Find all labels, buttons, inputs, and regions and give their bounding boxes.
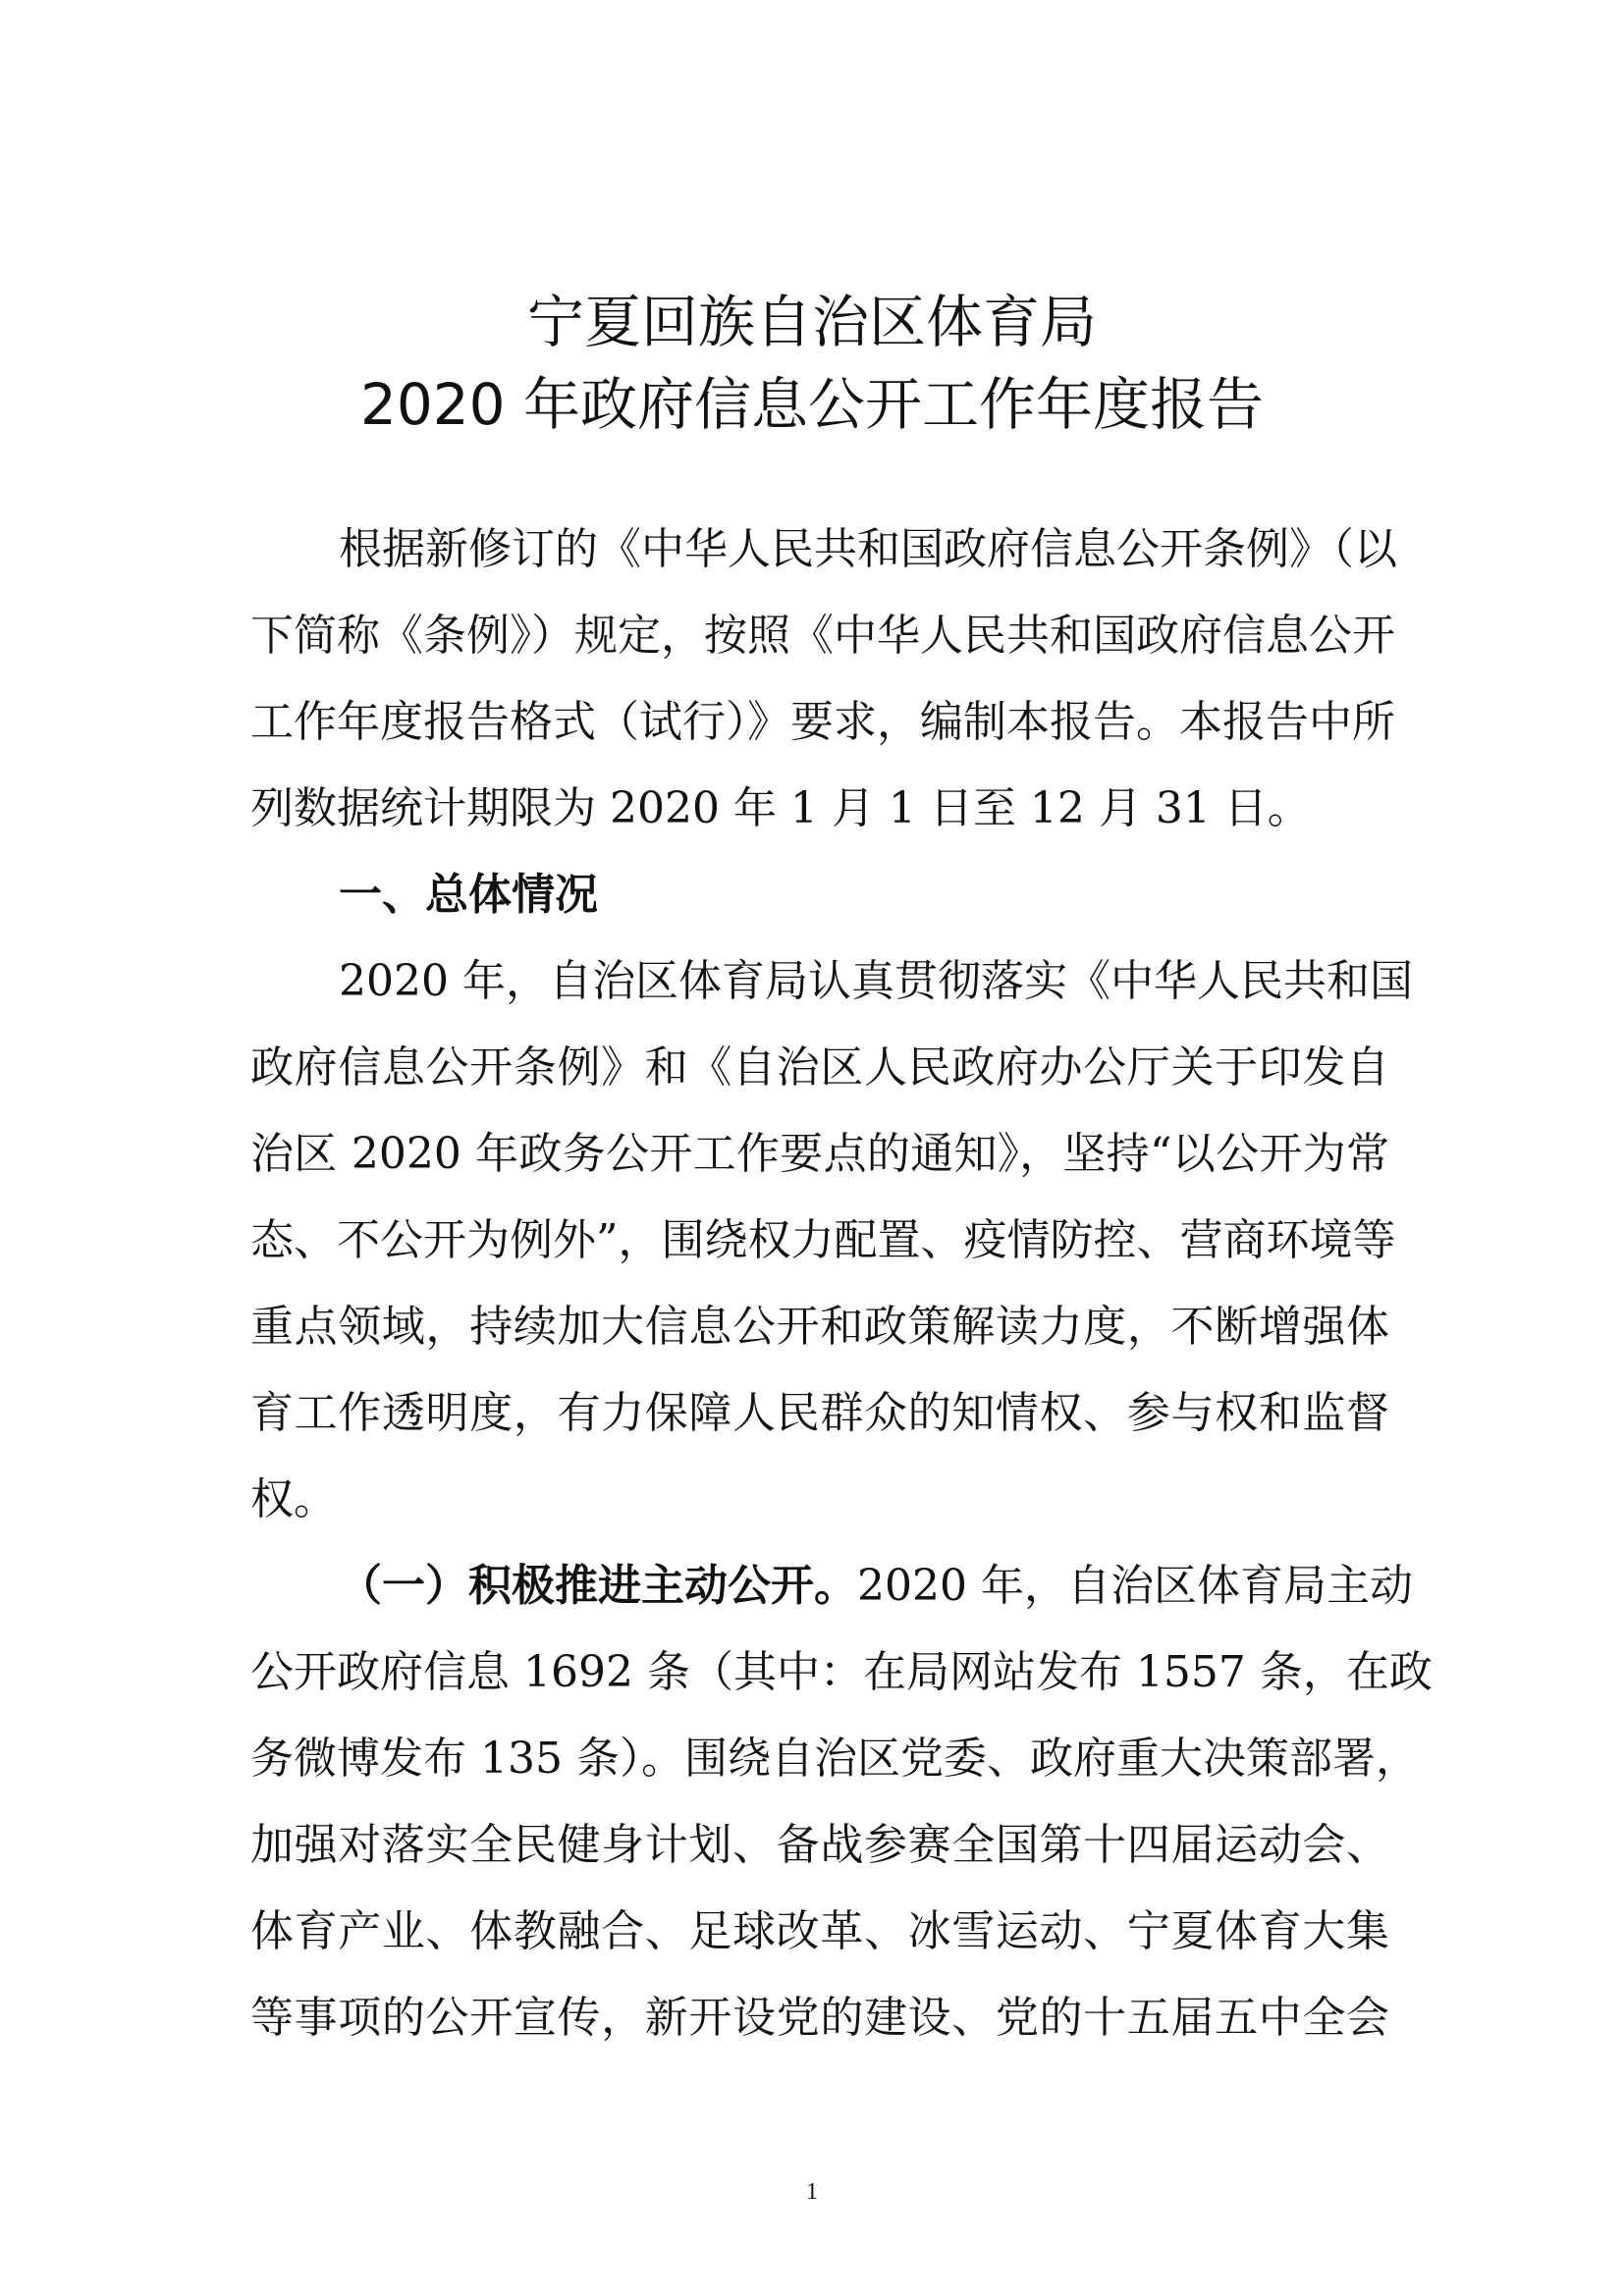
overview-line-5: 重点领域，持续加大信息公开和政策解读力度，不断增强体 [250, 1302, 1389, 1352]
subsection-line-5: 体育产业、体教融合、足球改革、冰雪运动、宁夏体育大集 [250, 1906, 1389, 1956]
section-heading-overview: 一、总体情况 [339, 870, 598, 920]
intro-line-2: 下简称《条例》）规定，按照《中华人民共和国政府信息公开 [250, 611, 1395, 661]
subsection-proactive-first-line [339, 1557, 1413, 1616]
page-number: 1 [806, 2179, 818, 2205]
overview-line-3: 治区 2020 年政务公开工作要点的通知》，坚持“以公开为常 [250, 1129, 1389, 1179]
subsection-line-2: 公开政府信息 1692 条（其中：在局网站发布 1557 条，在政 [250, 1647, 1433, 1697]
overview-line-4: 态、不公开为例外”，围绕权力配置、疫情防控、营商环境等 [250, 1215, 1396, 1265]
intro-line-3: 工作年度报告格式（试行）》要求，编制本报告。本报告中所 [250, 697, 1395, 747]
intro-line-1: 根据新修订的《中华人民共和国政府信息公开条例》（以 [339, 524, 1397, 574]
subsection-bold-lead: （一）积极推进主动公开。 [339, 1561, 857, 1611]
report-title-line-2: 2020 年政府信息公开工作年度报告 [359, 371, 1265, 438]
overview-line-1: 2020 年，自治区体育局认真贯彻落实《中华人民共和国 [339, 956, 1413, 1006]
subsection-first-line-rest: 2020 年，自治区体育局主动 [857, 1561, 1413, 1611]
subsection-line-3: 务微博发布 135 条）。围绕自治区党委、政府重大决策部署， [250, 1734, 1419, 1784]
overview-line-6: 育工作透明度，有力保障人民群众的知情权、参与权和监督 [250, 1388, 1389, 1438]
report-title-line-1: 宁夏回族自治区体育局 [526, 289, 1097, 355]
overview-line-7: 权。 [250, 1474, 337, 1524]
overview-line-2: 政府信息公开条例》和《自治区人民政府办公厅关于印发自 [250, 1042, 1389, 1093]
subsection-line-6: 等事项的公开宣传，新开设党的建设、党的十五届五中全会 [250, 1993, 1389, 2043]
subsection-line-4: 加强对落实全民健身计划、备战参赛全国第十四届运动会、 [250, 1820, 1389, 1870]
intro-line-4: 列数据统计期限为 2020 年 1 月 1 日至 12 月 31 日。 [250, 783, 1311, 833]
